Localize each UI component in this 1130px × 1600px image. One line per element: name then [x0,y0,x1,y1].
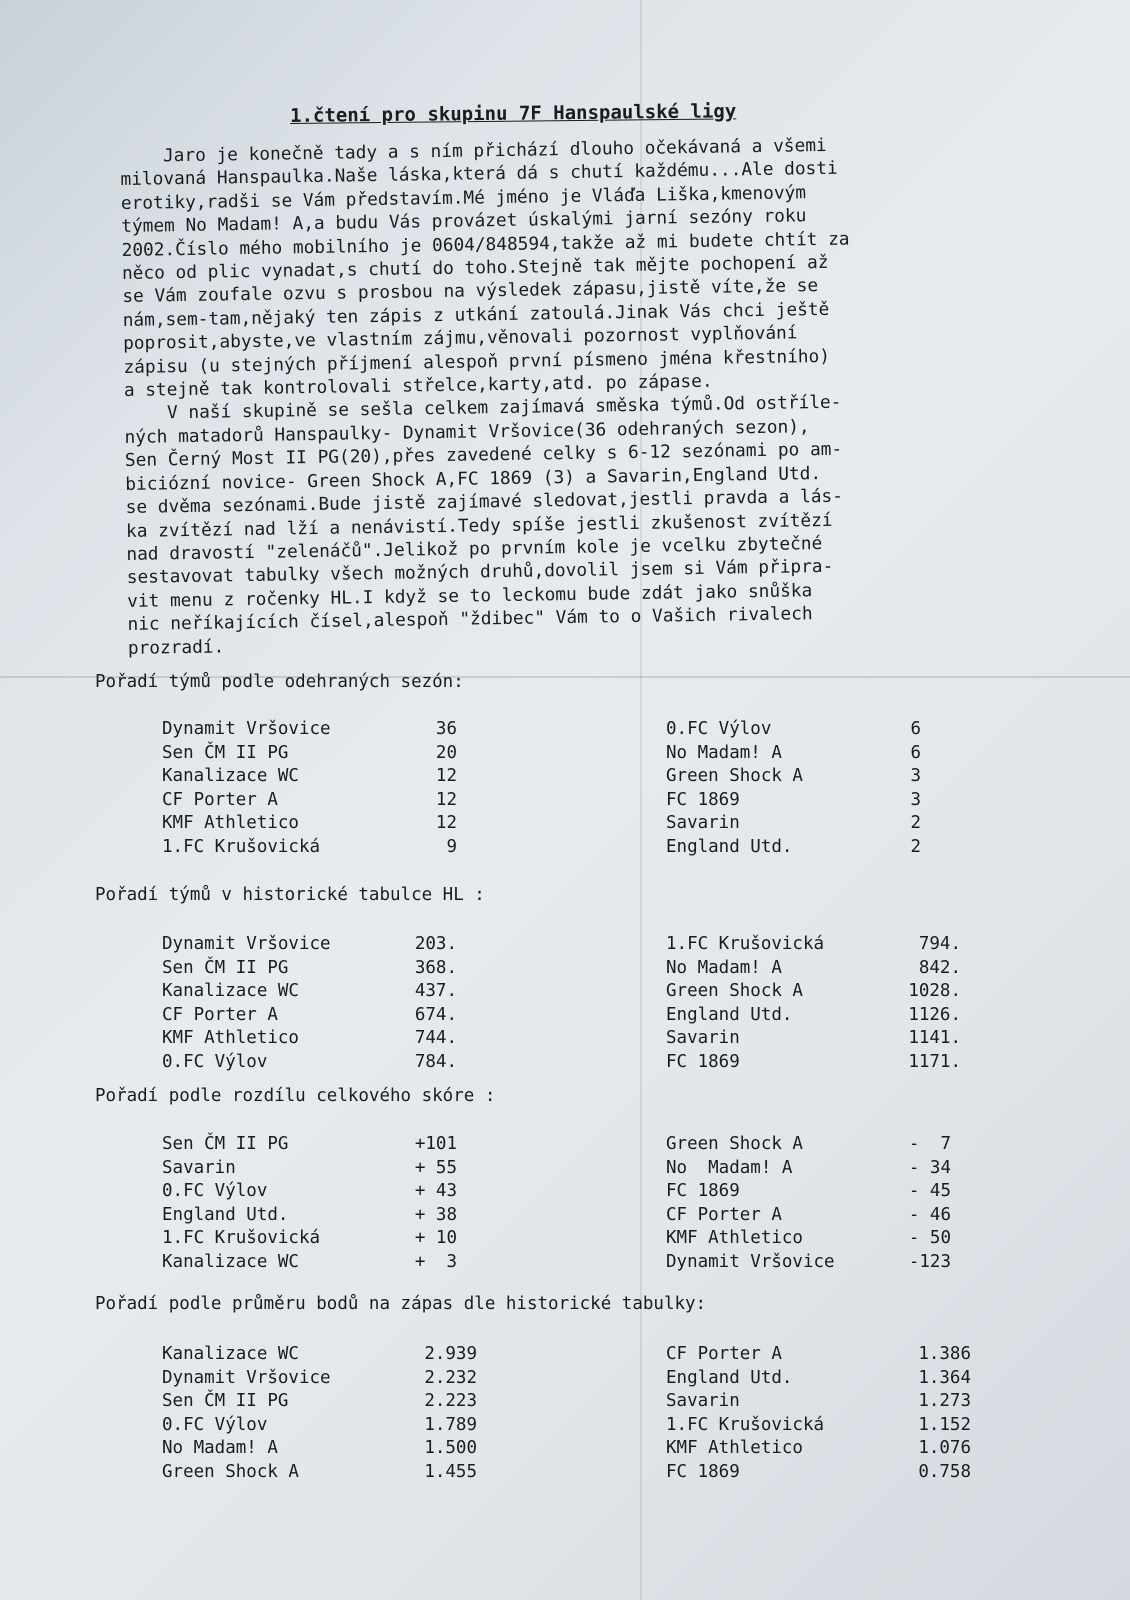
intro-line: nám,sem-tam,nějaký ten zápis z utkání zatoulá.Jinak Vás chci ještě [122,298,830,331]
team-value: +101 [414,1134,457,1154]
table-row [666,1051,961,1075]
intro-line: Sen Černý Most II PG(20),přes zavedené celky s 6-12 sezónami po am- [124,438,843,472]
team-name: FC 1869 [666,1461,740,1482]
team-value: 3 [910,789,921,810]
table-row [666,812,921,836]
team-name: No Madam! A [666,742,782,763]
seasons-left-column [162,718,457,859]
team-value: 6 [910,742,921,763]
team-name: Green Shock A [666,766,803,786]
team-value: 3 [910,766,921,786]
table-row [666,1227,951,1251]
team-name: Sen ČM II PG [162,1391,289,1411]
team-name: England Utd. [666,1367,793,1388]
team-name: No Madam! A [666,1157,793,1178]
team-value: - 50 [908,1228,951,1248]
table-row [666,1343,971,1367]
team-value: 1.076 [918,1438,971,1458]
document-title: 1.čtení pro skupinu 7F Hanspaulské ligy [290,100,737,127]
avg-points-right-column [666,1343,971,1484]
table-row [162,1461,477,1485]
table-row [666,1390,971,1414]
table-row [162,1027,457,1051]
team-value: 794. [918,934,961,954]
team-value: 0.758 [918,1461,971,1482]
table-row [162,1390,477,1414]
team-value: 1171. [908,1051,961,1072]
intro-line: V naší skupině se sešla celkem zajímavá směska týmů.Od ostříle- [124,392,842,425]
table-row [162,1367,477,1391]
team-name: Kanalizace WC [162,766,299,786]
team-value: - 45 [908,1181,951,1201]
team-name: 1.FC Krušovická [666,934,825,954]
team-name: FC 1869 [666,1181,740,1201]
team-name: England Utd. [666,836,793,857]
table-row [162,789,457,813]
table-row [162,1133,457,1157]
team-name: FC 1869 [666,789,740,810]
table-row [162,1204,457,1228]
team-value: 744. [414,1028,457,1048]
intro-line: ka zvítězí nad lží a nenávistí.Tedy spíše jestli zkušenost zvítězí [125,509,833,542]
team-value: + 38 [414,1204,457,1225]
team-value: 1126. [908,1004,961,1025]
table-row [162,742,457,766]
intro-line: prozradí. [127,635,225,659]
table-row [666,765,921,789]
table-row [666,1437,971,1461]
team-value: 2 [910,813,921,833]
team-name: KMF Athletico [162,813,299,833]
team-value: 784. [414,1051,457,1072]
team-value: 1.455 [424,1461,477,1482]
team-value: - 7 [908,1134,951,1154]
team-value: 203. [414,934,457,954]
table-row [666,1204,951,1228]
table-row [666,980,961,1004]
team-value: 2.223 [424,1391,477,1411]
table-row [666,1004,961,1028]
table-row [666,1251,951,1275]
team-value: - 46 [908,1204,951,1225]
table-row [162,957,457,981]
table-row [666,836,921,860]
historical-right-column [666,933,961,1074]
table-row [162,1414,477,1438]
team-value: 36 [435,719,457,739]
team-value: 1.273 [918,1391,971,1411]
score-diff-left-column [162,1133,457,1274]
team-name: KMF Athletico [162,1028,299,1048]
table-row [666,1180,951,1204]
table-row [162,1227,457,1251]
team-value: 1141. [908,1028,961,1048]
team-name: Dynamit Vršovice [162,719,331,739]
intro-line: erotiky,radši se Vám představím.Mé jméno je Vláďa Liška,kmenovým [120,182,807,214]
team-name: Sen ČM II PG [162,1134,289,1154]
section-heading-seasons: Pořadí týmů podle odehraných sezón: [95,672,464,692]
team-name: Green Shock A [666,1134,803,1154]
intro-line: se Vám zoufale ozvu s prosbou na výsledek zápasu,jistě víte,že se [122,275,819,308]
team-value: + 43 [414,1181,457,1201]
team-name: Kanalizace WC [162,1344,299,1364]
team-value: 1.386 [918,1344,971,1364]
intro-line: biciózní novice- Green Shock A,FC 1869 (3) a Savarin,England Utd. [125,462,822,495]
table-row [162,718,457,742]
intro-line: týmem No Madam! A,a budu Vás provázet úskalými jarní sezóny roku [121,205,807,238]
table-row [162,812,457,836]
team-value: 2.939 [424,1344,477,1364]
team-value: 437. [414,981,457,1001]
team-name: Kanalizace WC [162,1251,299,1272]
team-name: No Madam! A [162,1438,278,1458]
team-name: 1.FC Krušovická [162,836,321,857]
team-value: - 34 [908,1157,951,1178]
section-heading-avg-points: Pořadí podle průměru bodů na zápas dle historické tabulky: [95,1294,707,1314]
table-row [162,933,457,957]
team-value: 1.500 [424,1438,477,1458]
team-value: 368. [414,957,457,978]
team-name: 0.FC Výlov [666,719,772,739]
team-name: Kanalizace WC [162,981,299,1001]
table-row [162,1051,457,1075]
table-row [666,957,961,981]
table-row [162,1437,477,1461]
intro-line: 2002.Číslo mého mobilního je 0604/848594,takže až mi budete chtít za [121,228,850,261]
table-row [666,742,921,766]
intro-line: a stejně tak kontrolovali střelce,karty,atd. po zápase. [123,370,713,402]
intro-text [120,130,1058,659]
team-value: 12 [435,813,457,833]
team-name: Savarin [666,1028,740,1048]
table-row [666,1027,961,1051]
team-name: England Utd. [162,1204,289,1225]
team-name: CF Porter A [666,1344,782,1364]
team-value: 20 [435,742,457,763]
team-value: 2 [910,836,921,857]
table-row [666,933,961,957]
team-value: 12 [435,789,457,810]
intro-line: vit menu z ročenky HL.I když se to leckomu bude zdát jako snůška [127,579,813,612]
team-value: 1.364 [918,1367,971,1388]
table-row [162,980,457,1004]
intro-line: milovaná Hanspaulka.Naše láska,která dá s chutí každému...Ale dosti [120,158,838,191]
team-value: + 55 [414,1157,457,1178]
team-name: CF Porter A [162,1004,278,1025]
team-name: FC 1869 [666,1051,740,1072]
team-name: Green Shock A [666,981,803,1001]
team-name: Sen ČM II PG [162,957,289,978]
intro-line: nad dravostí "zelenáčů".Jelikož po prvním kole je vcelku zbytečné [126,532,823,565]
table-row [666,718,921,742]
seasons-right-column [666,718,921,859]
team-name: No Madam! A [666,957,782,978]
intro-line: Jaro je konečně tady a s ním přichází dlouho očekávaná a všemi [120,134,827,167]
team-name: 0.FC Výlov [162,1051,268,1072]
team-value: -123 [908,1251,951,1272]
team-name: 0.FC Výlov [162,1414,268,1435]
team-value: 6 [910,719,921,739]
team-name: Green Shock A [162,1461,299,1482]
table-row [162,836,457,860]
team-value: 9 [446,836,457,857]
intro-line: něco od plic vynadat,s chutí do toho.Stejně tak mějte pochopení až [121,251,829,285]
team-name: 1.FC Krušovická [666,1414,825,1435]
intro-line: nic neříkajících čísel,alespoň "ždibec" Vám to o Vašich rivalech [127,603,813,636]
team-name: Savarin [162,1157,236,1178]
team-name: Dynamit Vršovice [162,934,331,954]
avg-points-left-column [162,1343,477,1484]
team-value: 2.232 [424,1367,477,1388]
team-value: + 10 [414,1228,457,1248]
table-row [666,1414,971,1438]
table-row [162,1180,457,1204]
team-value: + 3 [414,1251,457,1272]
team-value: 674. [414,1004,457,1025]
intro-line: ných matadorů Hanspaulky- Dynamit Vršovice(36 odehraných sezon), [124,416,810,448]
team-name: Dynamit Vršovice [666,1251,835,1272]
team-value: 842. [918,957,961,978]
team-name: Savarin [666,813,740,833]
intro-line: zápisu (u stejných příjmení alespoň první písmeno jména křestního) [123,345,831,378]
table-row [666,1461,971,1485]
team-name: Sen ČM II PG [162,742,289,763]
table-row [162,1157,457,1181]
table-row [162,1251,457,1275]
team-value: 1.152 [918,1414,971,1435]
team-name: KMF Athletico [666,1438,803,1458]
team-value: 1.789 [424,1414,477,1435]
intro-line: se dvěma sezónami.Bude jistě zajímavé sledovat,jestli pravda a lás- [125,485,844,519]
team-value: 1028. [908,981,961,1001]
table-row [666,1133,951,1157]
table-row [666,1157,951,1181]
table-row [162,765,457,789]
team-name: CF Porter A [666,1204,782,1225]
table-row [162,1004,457,1028]
team-name: CF Porter A [162,789,278,810]
team-name: 1.FC Krušovická [162,1228,321,1248]
team-name: 0.FC Výlov [162,1181,268,1201]
table-row [162,1343,477,1367]
intro-line: poprosit,abyste,ve vlastním zájmu,věnovali pozornost vyplňování [122,322,798,355]
team-name: KMF Athletico [666,1228,803,1248]
table-row [666,789,921,813]
section-heading-score-diff: Pořadí podle rozdílu celkového skóre : [95,1086,496,1106]
table-row [666,1367,971,1391]
intro-line: sestavovat tabulky všech možných druhů,dovolil jsem si Vám připra- [126,556,834,589]
team-name: Dynamit Vršovice [162,1367,331,1388]
score-diff-right-column [666,1133,951,1274]
team-name: England Utd. [666,1004,793,1025]
historical-left-column [162,933,457,1074]
section-heading-historical: Pořadí týmů v historické tabulce HL : [95,885,485,905]
team-name: Savarin [666,1391,740,1411]
team-value: 12 [435,766,457,786]
